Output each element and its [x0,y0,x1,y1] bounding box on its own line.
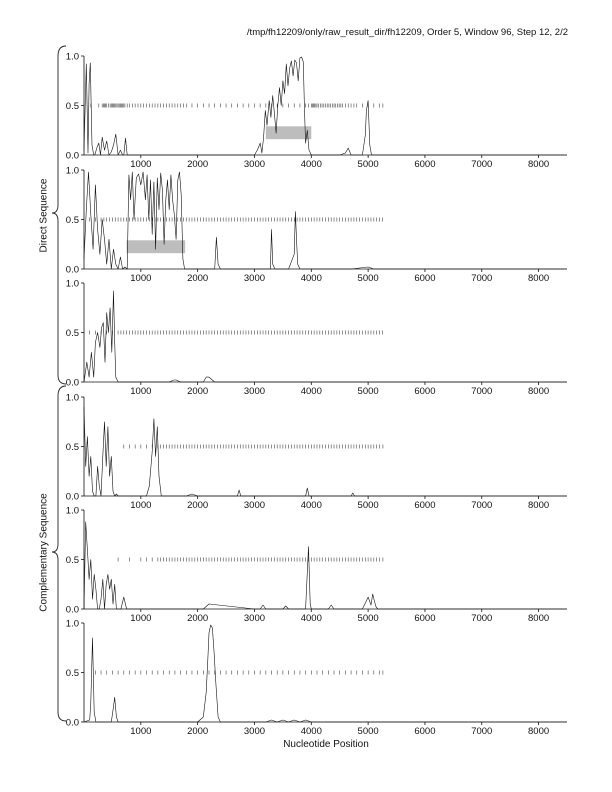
x-tick-label: 7000 [471,273,493,284]
x-tick-label: 6000 [414,613,436,624]
x-tick-label: 5000 [357,613,379,624]
x-tick-label: 1000 [130,500,152,511]
y-tick-label: 1.0 [65,392,79,404]
highlight-box [266,126,311,139]
y-tick-label: 1.0 [65,278,79,290]
x-tick-label: 4000 [300,726,322,737]
direct-sequence-label: Direct Sequence [38,178,50,253]
x-tick-label: 5000 [357,159,379,170]
x-tick-label: 2000 [187,273,209,284]
x-tick-label: 3000 [243,386,266,397]
y-tick-label: 0.5 [65,328,79,339]
x-tick-label: 8000 [528,500,550,511]
x-tick-label: 3000 [243,726,266,737]
panel-2 [66,166,567,285]
x-tick-label: 4000 [300,159,322,170]
y-tick-label: 0.0 [65,264,79,276]
x-axis-title: Nucleotide Position [283,739,369,750]
x-tick-label: 6000 [414,726,436,737]
x-tick-label: 3000 [243,500,266,511]
y-tick-label: 0.5 [65,668,79,679]
y-tick-label: 0.5 [65,101,79,112]
x-tick-label: 6000 [414,159,436,170]
panel-5 [66,506,567,625]
y-tick-label: 0.0 [65,377,79,389]
x-tick-label: 8000 [528,273,550,284]
x-tick-label: 3000 [243,613,266,624]
x-tick-label: 4000 [300,273,322,284]
x-tick-label: 1000 [130,386,152,397]
y-tick-label: 1.0 [65,51,79,63]
y-tick-label: 0.5 [65,555,79,566]
x-tick-label: 8000 [528,726,550,737]
data-line-panel-3 [84,291,567,382]
y-tick-label: 0.5 [65,215,79,226]
x-tick-label: 8000 [528,386,550,397]
y-tick-label: 0.0 [65,150,79,162]
x-tick-label: 2000 [187,159,209,170]
x-tick-label: 6000 [414,500,436,511]
x-tick-label: 5000 [357,273,379,284]
panel-1 [66,52,567,171]
x-tick-label: 7000 [471,500,493,511]
x-tick-label: 6000 [414,386,436,397]
x-tick-label: 4000 [300,386,322,397]
x-tick-label: 1000 [130,726,152,737]
data-line-panel-5 [84,522,567,609]
y-tick-label: 0.0 [65,604,79,616]
x-tick-label: 2000 [187,386,209,397]
x-tick-label: 7000 [471,726,493,737]
x-tick-label: 2000 [187,613,209,624]
complementary-sequence-brace [52,386,66,721]
x-tick-label: 2000 [187,726,209,737]
panel-3 [66,279,567,398]
direct-sequence-brace [52,46,66,384]
complementary-sequence-label: Complementary Sequence [38,493,50,612]
x-tick-label: 4000 [300,500,322,511]
x-tick-label: 2000 [187,500,209,511]
panel-6 [66,619,567,738]
y-tick-label: 0.5 [65,442,79,453]
x-tick-label: 7000 [471,613,493,624]
figure-header: /tmp/fh12209/only/raw_result_dir/fh12209, Order 5, Window 96, Step 12, 2/2 [246,27,568,38]
y-tick-label: 1.0 [65,505,79,517]
y-tick-label: 0.0 [65,717,79,729]
x-tick-label: 5000 [357,500,379,511]
y-tick-label: 0.0 [65,491,79,503]
x-tick-label: 8000 [528,613,550,624]
x-tick-label: 1000 [130,613,152,624]
x-tick-label: 3000 [243,273,266,284]
panel-4 [66,393,567,512]
x-tick-label: 6000 [414,273,436,284]
x-tick-label: 3000 [243,159,266,170]
x-tick-label: 7000 [471,386,493,397]
x-tick-label: 7000 [471,159,493,170]
data-line-panel-6 [84,625,567,722]
data-line-panel-4 [84,407,567,496]
y-tick-label: 1.0 [65,165,79,177]
x-tick-label: 1000 [130,273,152,284]
x-tick-label: 8000 [528,159,550,170]
x-tick-label: 4000 [300,613,322,624]
x-tick-label: 1000 [130,159,152,170]
x-tick-label: 5000 [357,726,379,737]
y-tick-label: 1.0 [65,618,79,630]
x-tick-label: 5000 [357,386,379,397]
